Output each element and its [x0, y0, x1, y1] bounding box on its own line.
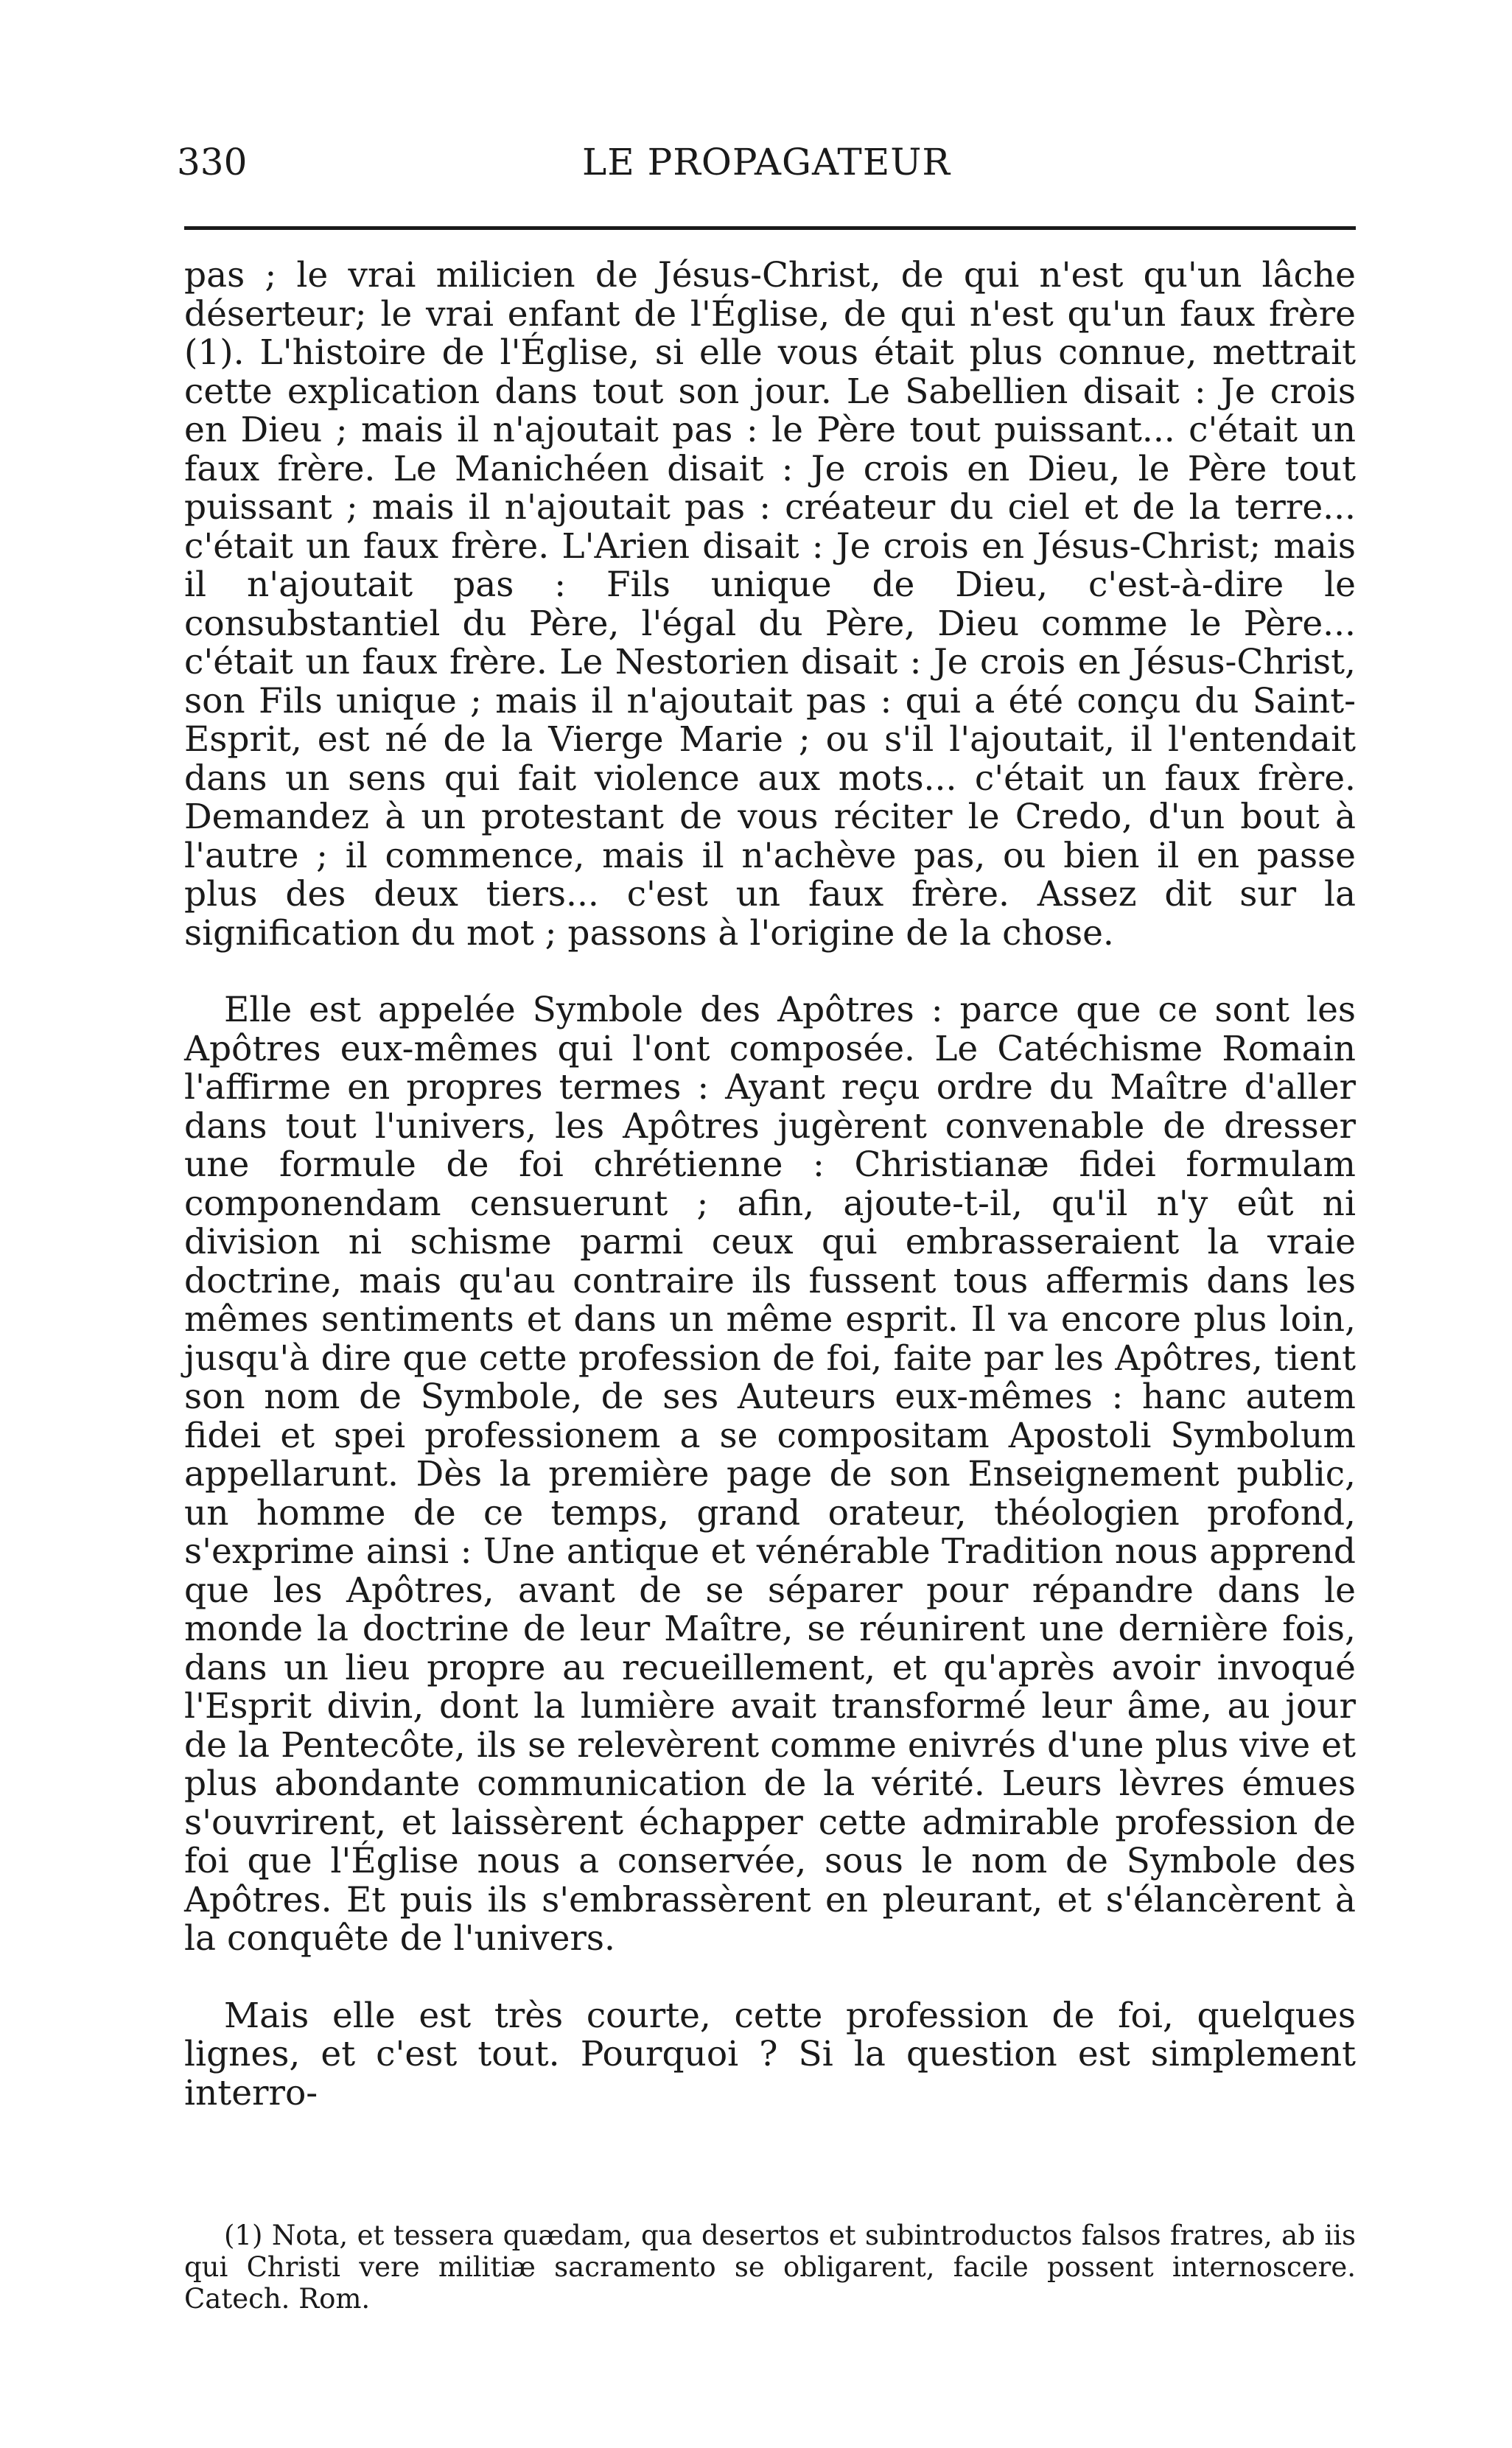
page-number: 330: [177, 141, 248, 183]
paragraph-1: pas ; le vrai milicien de Jésus-Christ, de qui n'est qu'un lâche déserteur; le vrai enfant de l'Église, de qui n'est qu'un faux frère (1). L'histoire de l'Église, si elle vous était plus connue, mettrait cette explication dans tout son jour. Le Sabellien disait : Je crois en Dieu ; mais il n'ajoutait pas : le Père tout puissant... c'était un faux frère. Le Manichéen disait : Je crois en Dieu, le Père tout puissant ; mais il n'ajoutait pas : créateur du ciel et de la terre... c'était un faux frère. L'Arien disait : Je crois en Jésus-Christ; mais il n'ajoutait pas : Fils unique de Dieu, c'est-à-dire le consubstantiel du Père, l'égal du Père, Dieu comme le Père... c'était un faux frère. Le Nestorien disait : Je crois en Jésus-Christ, son Fils unique ; mais il n'ajoutait pas : qui a été conçu du Saint-Esprit, est né de la Vierge Marie ; ou s'il l'ajoutait, il l'entendait dans un sens qui fait violence aux mots... c'était un faux frère. Demandez à un protestant de vous réciter le Credo, d'un bout à l'autre ; il commence, mais il n'achève pas, ou bien il en passe plus des deux tiers... c'est un faux frère. Assez dit sur la signification du mot ; passons à l'origine de la chose.: [184, 255, 1356, 954]
footnote: [184, 2220, 1356, 2315]
footnote-text: (1) Nota, et tessera quædam, qua desertos et subintroductos falsos fratres, ab iis qui Christi vere militiæ sacramento se obligarent, facile possent internoscere. Catech. Rom.: [184, 2220, 1356, 2315]
paragraph-2: Elle est appelée Symbole des Apôtres : parce que ce sont les Apôtres eux-mêmes qui l'ont composée. Le Catéchisme Romain l'affirme en propres termes : Ayant reçu ordre du Maître d'aller dans tout l'univers, les Apôtres jugèrent convenable de dresser une formule de foi chrétienne : Christianæ fidei formulam componendam censuerunt ; afin, ajoute-t-il, qu'il n'y eût ni division ni schisme parmi ceux qui embrasseraient la vraie doctrine, mais qu'au contraire ils fussent tous affermis dans les mêmes sentiments et dans un même esprit. Il va encore plus loin, jusqu'à dire que cette profession de foi, faite par les Apôtres, tient son nom de Symbole, de ses Auteurs eux-mêmes : hanc autem fidei et spei professionem a se compositam Apostoli Symbolum appellarunt. Dès la première page de son Enseignement public, un homme de ce temps, grand orateur, théologien profond, s'exprime ainsi : Une antique et vénérable Tradition nous apprend que les Apôtres, avant de se séparer pour répandre dans le monde la doctrine de leur Maître, se réunirent une dernière fois, dans un lieu propre au recueillement, et qu'après avoir invoqué l'Esprit divin, dont la lumière avait transformé leur âme, au jour de la Pentecôte, ils se relevèrent comme enivrés d'une plus vive et plus abondante communication de la vérité. Leurs lèvres émues s'ouvrirent, et laissèrent échapper cette admirable profession de foi que l'Église nous a conservée, sous le nom de Symbole des Apôtres. Et puis ils s'embrassèrent en pleurant, et s'élancèrent à la conquête de l'univers.: [184, 990, 1356, 1959]
body-text: [184, 256, 1356, 2113]
header-rule: [184, 226, 1356, 230]
paragraph-3: Mais elle est très courte, cette profession de foi, quelques lignes, et c'est tout. Pourquoi ? Si la question est simplement interro-: [184, 1995, 1356, 2113]
running-title: LE PROPAGATEUR: [582, 141, 951, 183]
page-header: [177, 136, 1356, 188]
